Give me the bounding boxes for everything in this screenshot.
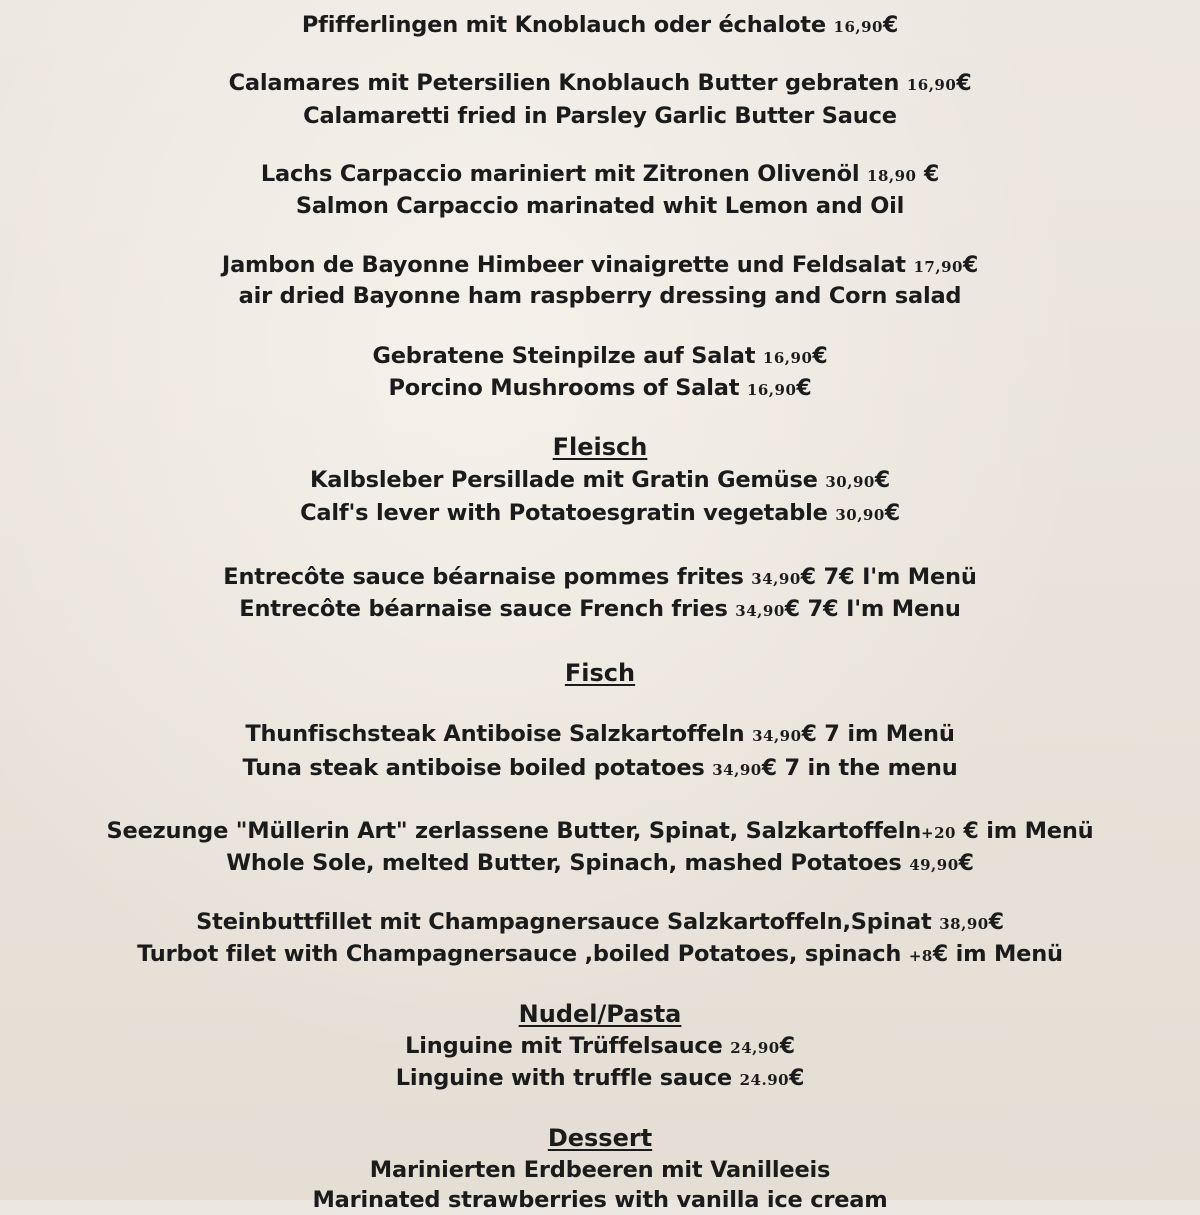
menu-item-line: Calamares mit Petersilien Knoblauch Butter gebraten 16,90€ bbox=[228, 70, 972, 96]
menu-item-line: Pfifferlingen mit Knoblauch oder échalote 16,90€ bbox=[301, 12, 899, 38]
menu-item-line: Linguine with truffle sauce 24.90€ bbox=[395, 1065, 805, 1091]
menu-item-line: Tuna steak antiboise boiled potatoes 34,90€ 7 in the menu bbox=[242, 755, 958, 781]
menu-item-line: Jambon de Bayonne Himbeer vinaigrette und Feldsalat 17,90€ bbox=[221, 252, 979, 278]
section-heading-pasta: Nudel/Pasta bbox=[518, 1000, 682, 1028]
menu-item-line: Entrecôte béarnaise sauce French fries 34,90€ 7€ I'm Menu bbox=[239, 596, 961, 622]
menu-item-line: Steinbuttfillet mit Champagnersauce Salzkartoffeln,Spinat 38,90€ bbox=[196, 909, 1004, 935]
menu-item-translation: air dried Bayonne ham raspberry dressing and Corn salad bbox=[238, 283, 962, 309]
menu-item-line: Kalbsleber Persillade mit Gratin Gemüse 30,90€ bbox=[310, 467, 890, 493]
menu-item-translation: Marinated strawberries with vanilla ice cream bbox=[312, 1187, 888, 1213]
section-heading-dessert: Dessert bbox=[547, 1124, 653, 1152]
menu-item-translation: Salmon Carpaccio marinated whit Lemon and Oil bbox=[295, 193, 905, 219]
menu-item-line: Seezunge "Müllerin Art" zerlassene Butter, Spinat, Salzkartoffeln+20 € im Menü bbox=[106, 818, 1094, 844]
menu-item-line: Calf's lever with Potatoesgratin vegetable 30,90€ bbox=[300, 500, 900, 526]
menu-item-line: Entrecôte sauce béarnaise pommes frites 34,90€ 7€ I'm Menü bbox=[223, 564, 977, 590]
menu-item-translation: Calamaretti fried in Parsley Garlic Butter Sauce bbox=[303, 103, 897, 129]
menu-item-line: Linguine mit Trüffelsauce 24,90€ bbox=[405, 1033, 795, 1059]
menu-item-line: Porcino Mushrooms of Salat 16,90€ bbox=[388, 375, 812, 401]
menu-item-line: Turbot filet with Champagnersauce ,boiled Potatoes, spinach +8€ im Menü bbox=[137, 941, 1063, 967]
menu-item-line: Gebratene Steinpilze auf Salat 16,90€ bbox=[372, 343, 828, 369]
section-heading-fleisch: Fleisch bbox=[552, 433, 648, 461]
menu-item-line: Thunfischsteak Antiboise Salzkartoffeln 34,90€ 7 im Menü bbox=[245, 721, 955, 747]
menu-item-line: Marinierten Erdbeeren mit Vanilleeis bbox=[369, 1157, 831, 1183]
section-heading-fisch: Fisch bbox=[564, 659, 636, 687]
menu-item-line: Lachs Carpaccio mariniert mit Zitronen Olivenöl 18,90 € bbox=[260, 161, 940, 187]
menu-item-line: Whole Sole, melted Butter, Spinach, mashed Potatoes 49,90€ bbox=[226, 850, 974, 876]
